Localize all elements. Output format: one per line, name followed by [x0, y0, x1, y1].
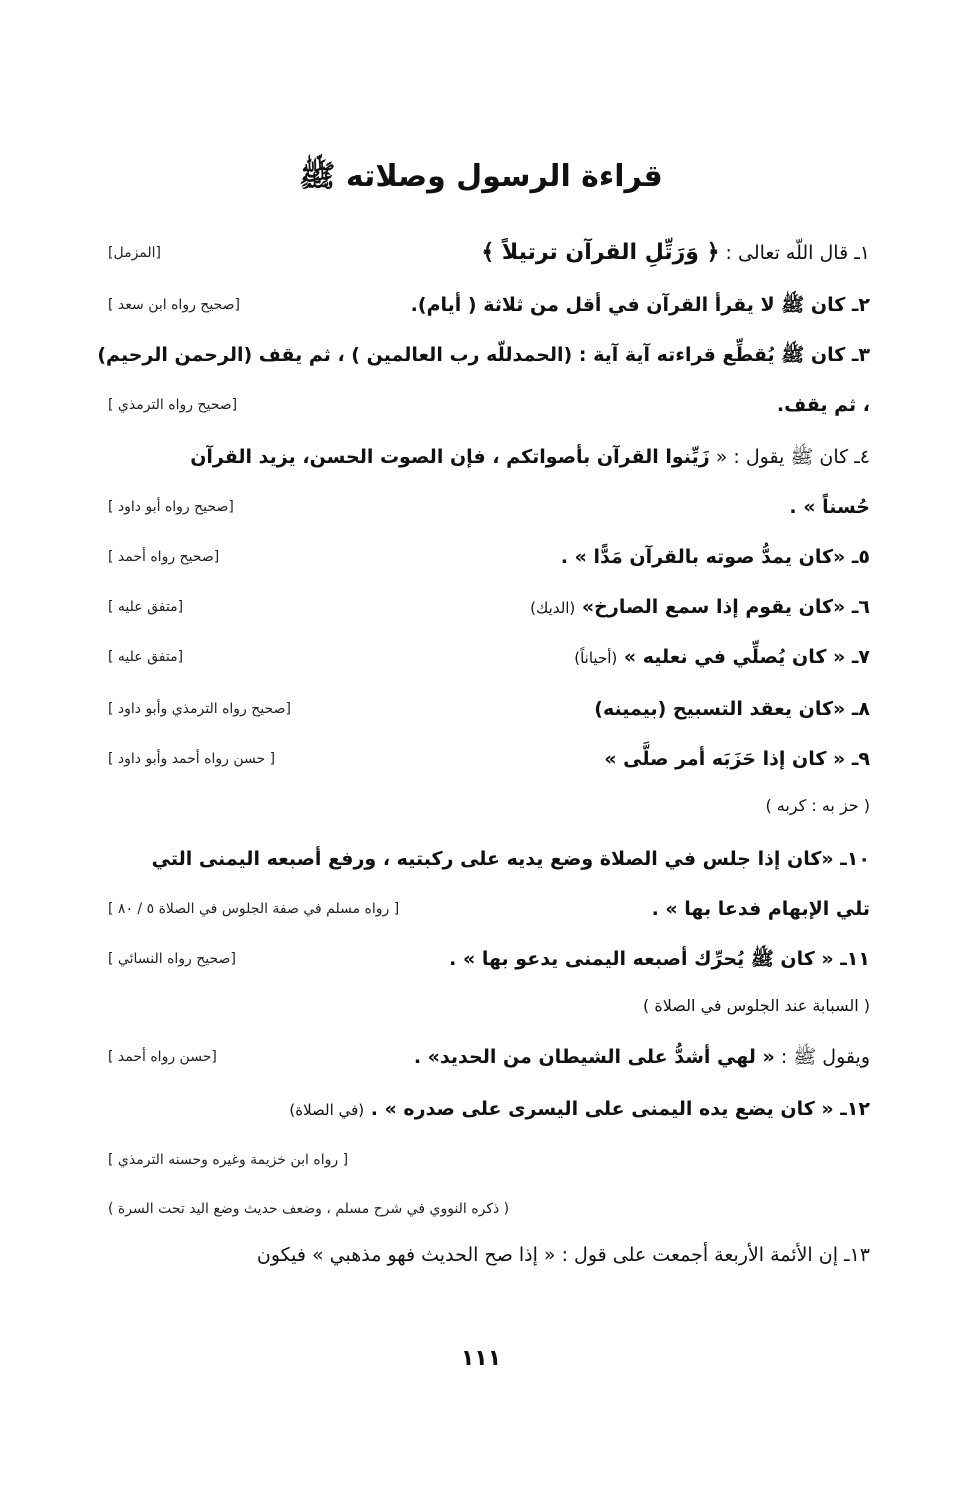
line-text: تلي الإبهام فدعا بها » .	[651, 898, 870, 920]
hadith-quote: « لهي أشدُّ على الشيطان من الحديد» .	[413, 1046, 775, 1068]
line-text: ، ثم يقف.	[776, 394, 870, 416]
line-note: (أحياناً)	[574, 649, 618, 667]
line-text	[574, 640, 870, 675]
source-citation: [ رواه ابن خزيمة وغيره وحسنه الترمذي ]	[108, 1152, 349, 1168]
line-text	[530, 590, 870, 625]
line-body: ٦ـ «كان يقوم إذا سمع الصارخ»	[575, 596, 870, 618]
source-citation: [ رواه مسلم في صفة الجلوس في الصلاة ٥ / ٨٠ ]	[108, 901, 400, 917]
source-citation: [متفق عليه ]	[108, 599, 184, 615]
line-text: ١٣ـ إن الأئمة الأربعة أجمعت على قول : « إذا صح الحديث فهو مذهبي » فيكون	[256, 1244, 870, 1266]
line-text: ٩ـ « كان إذا حَزَبَه أمر صلَّى »	[604, 748, 870, 770]
source-citation: [صحيح رواه الترمذي وأبو داود ]	[108, 701, 291, 717]
line-text	[289, 1092, 870, 1127]
line-prefix: ١ـ قال اللّه تعالى :	[719, 242, 870, 264]
source-note: ( ذكره النووي في شرح مسلم ، وضعف حديث وضع اليد تحت السرة )	[108, 1201, 510, 1217]
line-text	[414, 1040, 870, 1074]
source-citation: [حسن رواه أحمد ]	[108, 1049, 217, 1065]
line-prefix: ٤ـ كان ﷺ يقول : «	[709, 446, 870, 468]
line-note: (في الصلاة)	[289, 1101, 365, 1119]
line-text: ١١ـ « كان ﷺ يُحرِّك أصبعه اليمنى يدعو بها » .	[449, 948, 870, 970]
source-citation: [صحيح رواه الترمذي ]	[108, 397, 238, 413]
line-text: ٨ـ «كان يعقد التسبيح (بيمينه)	[594, 698, 870, 720]
line-prefix: ويقول ﷺ :	[774, 1046, 870, 1068]
hadith-quote: زَيِّنوا القرآن بأصواتكم ، فإن الصوت الحسن، يزيد القرآن	[190, 446, 710, 468]
line-text: حُسناً » .	[789, 496, 870, 518]
source-citation: [متفق عليه ]	[108, 649, 184, 665]
line-body: ٧ـ « كان يُصلِّي في نعليه »	[617, 646, 870, 668]
source-citation: [ حسن رواه أحمد وأبو داود ]	[108, 751, 276, 767]
line-text: ١٠ـ «كان إذا جلس في الصلاة وضع يديه على ركبتيه ، ورفع أصبعه اليمنى التي	[151, 848, 870, 870]
line-body: ١٢ـ « كان يضع يده اليمنى على اليسرى على صدره » .	[364, 1098, 870, 1120]
source-citation: [صحيح رواه ابن سعد ]	[108, 297, 240, 313]
line-text	[190, 440, 870, 474]
page-number: ١١١	[460, 1346, 502, 1371]
line-text: ٢ـ كان ﷺ لا يقرأ القرآن في أقل من ثلاثة ( أيام).	[410, 294, 870, 316]
line-text: ( حز به : كربه )	[765, 796, 870, 815]
quran-quote: ﴿ وَرَتِّلِ القرآن ترتيلاً ﴾	[481, 240, 720, 265]
line-note: (الديك)	[530, 599, 576, 617]
line-text: ( السبابة عند الجلوس في الصلاة )	[643, 996, 870, 1015]
page-title: قراءة الرسول وصلاته ﷺ	[299, 159, 663, 194]
source-citation: [المزمل]	[108, 245, 161, 261]
source-citation: [صحيح رواه أحمد ]	[108, 549, 220, 565]
source-citation: [صحيح رواه أبو داود ]	[108, 499, 234, 515]
line-text: ٣ـ كان ﷺ يُقطِّع قراءته آية آية : (الحمدللّه رب العالمين ) ، ثم يقف (الرحمن الرحيم)	[97, 344, 870, 366]
line-text	[481, 236, 870, 270]
line-text: ٥ـ «كان يمدُّ صوته بالقرآن مَدًّا » .	[560, 546, 870, 568]
source-citation: [صحيح رواه النسائي ]	[108, 951, 236, 967]
